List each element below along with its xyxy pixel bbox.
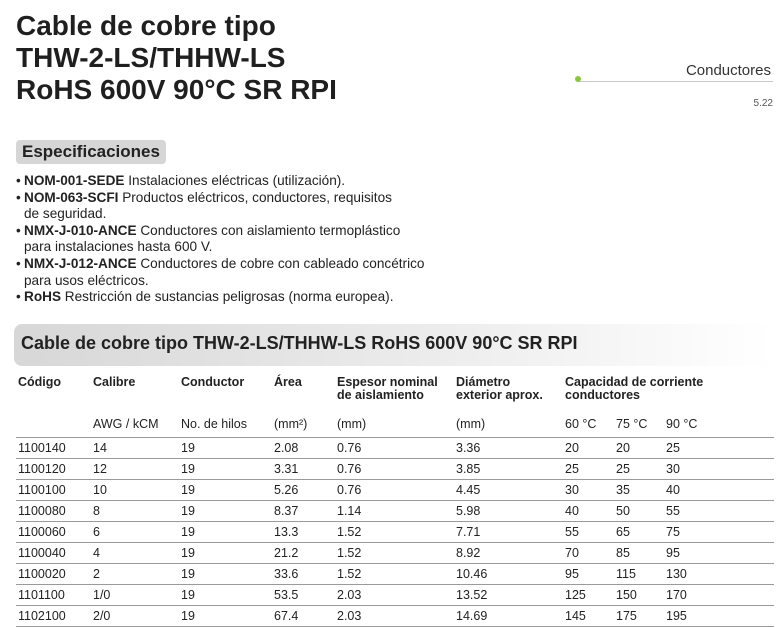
cell-75c: 20 (616, 441, 630, 455)
table-row (16, 500, 774, 521)
cell-90c: 95 (666, 546, 680, 560)
cell-diameter: 5.98 (456, 504, 481, 518)
cell-conductor: 19 (181, 525, 195, 539)
cell-insulation: 1.52 (337, 546, 362, 560)
unit-insulation: (mm) (337, 417, 367, 431)
spec-text: Instalaciones eléctricas (utilización). (128, 173, 346, 188)
unit-conductor: No. de hilos (181, 417, 248, 431)
cell-code: 1100020 (18, 567, 66, 581)
cell-60c: 145 (565, 609, 586, 623)
cell-area: 8.37 (274, 504, 299, 518)
cell-insulation: 1.52 (337, 567, 362, 581)
cell-75c: 25 (616, 462, 630, 476)
cell-gauge: 10 (93, 483, 107, 497)
cell-conductor: 19 (181, 483, 195, 497)
cell-60c: 40 (565, 504, 579, 518)
table-row (16, 437, 774, 458)
table-body (16, 437, 774, 626)
table-row (16, 542, 774, 563)
spec-item: • RoHS Restricción de sustancias peligrosas (norma europea). (16, 289, 394, 305)
cell-conductor: 19 (181, 462, 195, 476)
page-title (16, 10, 337, 106)
unit-area: (mm²) (274, 417, 308, 431)
table-row (16, 458, 774, 479)
cell-90c: 130 (666, 567, 687, 581)
cell-gauge: 4 (93, 546, 100, 560)
section-divider (578, 81, 773, 82)
title-line: Cable de cobre tipo (16, 10, 276, 41)
column-header-outer-diameter: Diámetro exterior aprox. (456, 375, 543, 402)
cell-60c: 30 (565, 483, 579, 497)
cell-conductor: 19 (181, 504, 195, 518)
title-line: RoHS 600V 90°C SR RPI (16, 74, 337, 105)
page-number: 5.22 (753, 98, 773, 109)
cell-90c: 30 (666, 462, 680, 476)
cell-90c: 195 (666, 609, 687, 623)
cell-area: 13.3 (274, 525, 299, 539)
cell-90c: 55 (666, 504, 680, 518)
cell-conductor: 19 (181, 546, 195, 560)
cell-75c: 85 (616, 546, 630, 560)
spec-text-continued: para usos eléctricos. (24, 272, 149, 288)
cell-code: 1100140 (18, 441, 66, 455)
spec-code: NMX-J-012-ANCE (24, 255, 137, 271)
specifications-list (16, 173, 506, 306)
cell-90c: 170 (666, 588, 687, 602)
cell-gauge: 6 (93, 525, 100, 539)
cell-insulation: 0.76 (337, 441, 362, 455)
cell-60c: 55 (565, 525, 579, 539)
cell-60c: 95 (565, 567, 579, 581)
cell-area: 3.31 (274, 462, 299, 476)
table-units-row (16, 413, 774, 437)
cell-insulation: 2.03 (337, 609, 362, 623)
cell-diameter: 8.92 (456, 546, 481, 560)
column-header-conductor: Conductor (181, 375, 245, 389)
cell-90c: 40 (666, 483, 680, 497)
cell-code: 1100060 (18, 525, 66, 539)
table-header-row (16, 376, 774, 406)
specifications-heading: Especificaciones (16, 140, 166, 164)
table-row (16, 563, 774, 584)
spec-code: NOM-001-SEDE (24, 173, 125, 188)
cell-area: 53.5 (274, 588, 299, 602)
cell-60c: 20 (565, 441, 579, 455)
unit-60c: 60 °C (565, 417, 597, 431)
spec-code: RoHS (24, 289, 62, 305)
cell-code: 1100040 (18, 546, 66, 560)
cell-gauge: 2/0 (93, 609, 111, 623)
cell-diameter: 7.71 (456, 525, 481, 539)
column-header-insulation-thickness: Espesor nominal de aislamiento (337, 375, 438, 402)
cell-75c: 175 (616, 609, 637, 623)
specifications-table (16, 376, 774, 627)
cell-code: 1100120 (18, 462, 66, 476)
cell-code: 1100080 (18, 504, 66, 518)
column-header-area: Área (274, 375, 302, 389)
column-header-gauge: Calibre (93, 375, 136, 389)
cell-gauge: 8 (93, 504, 100, 518)
cell-60c: 25 (565, 462, 579, 476)
table-row (16, 584, 774, 605)
cell-conductor: 19 (181, 441, 195, 455)
section-accent-mark (575, 76, 581, 82)
cell-60c: 125 (565, 588, 586, 602)
spec-code: NOM-063-SCFI (24, 189, 119, 205)
spec-text-continued: de seguridad. (24, 206, 107, 222)
section-name: Conductores (685, 62, 771, 79)
cell-code: 1101100 (18, 588, 65, 602)
unit-diameter: (mm) (456, 417, 486, 431)
cell-conductor: 19 (181, 567, 195, 581)
table-row (16, 605, 774, 626)
cell-code: 1102100 (18, 609, 66, 623)
cell-area: 33.6 (274, 567, 299, 581)
cell-gauge: 12 (93, 462, 107, 476)
cell-conductor: 19 (181, 588, 195, 602)
spec-text: Restricción de sustancias peligrosas (norma europea). (64, 289, 394, 305)
spec-text: Productos eléctricos, conductores, requisitos (122, 189, 392, 205)
spec-item: • NMX-J-010-ANCE Conductores con aislamiento termoplástico para instalaciones hasta 600 V. (16, 223, 506, 256)
unit-75c: 75 °C (616, 417, 648, 431)
cell-diameter: 4.45 (456, 483, 481, 497)
spec-item: • NMX-J-012-ANCE Conductores de cobre con cableado concétrico para usos eléctricos. (16, 256, 506, 289)
column-header-code: Código (18, 375, 62, 389)
cell-90c: 75 (666, 525, 680, 539)
cell-area: 21.2 (274, 546, 299, 560)
cell-area: 5.26 (274, 483, 299, 497)
spec-text: Conductores de cobre con cableado concétrico (140, 255, 425, 271)
cell-conductor: 19 (181, 609, 195, 623)
cell-insulation: 0.76 (337, 483, 362, 497)
cell-75c: 50 (616, 504, 630, 518)
cell-insulation: 0.76 (337, 462, 362, 476)
cell-60c: 70 (565, 546, 579, 560)
cell-code: 1100100 (18, 483, 66, 497)
cell-diameter: 3.36 (456, 441, 481, 455)
spec-text-continued: para instalaciones hasta 600 V. (24, 239, 213, 255)
cell-75c: 65 (616, 525, 630, 539)
cell-diameter: 13.52 (456, 588, 488, 602)
cell-75c: 115 (616, 567, 636, 581)
table-title: Cable de cobre tipo THW-2-LS/THHW-LS RoHS 600V 90°C SR RPI (21, 333, 578, 353)
cell-diameter: 3.85 (456, 462, 481, 476)
spec-item: • NOM-001-SEDE Instalaciones eléctricas (utilización). (16, 173, 346, 188)
spec-code: NMX-J-010-ANCE (24, 222, 137, 238)
unit-gauge: AWG / kCM (93, 417, 159, 431)
cell-diameter: 14.69 (456, 609, 488, 623)
column-header-current-capacity: Capacidad de corriente conductores (565, 375, 704, 402)
cell-insulation: 1.14 (337, 504, 362, 518)
cell-gauge: 1/0 (93, 588, 111, 602)
cell-75c: 150 (616, 588, 637, 602)
unit-90c: 90 °C (666, 417, 698, 431)
cell-90c: 25 (666, 441, 680, 455)
cell-insulation: 2.03 (337, 588, 362, 602)
cell-area: 2.08 (274, 441, 299, 455)
cell-insulation: 1.52 (337, 525, 362, 539)
cell-gauge: 2 (93, 567, 100, 581)
title-line: THW-2-LS/THHW-LS (16, 42, 286, 73)
table-row (16, 479, 774, 500)
table-row (16, 521, 774, 542)
cell-gauge: 14 (93, 441, 107, 455)
cell-area: 67.4 (274, 609, 299, 623)
spec-item: • NOM-063-SCFI Productos eléctricos, conductores, requisitos de seguridad. (16, 190, 506, 223)
cell-75c: 35 (616, 483, 630, 497)
spec-text: Conductores con aislamiento termoplástico (140, 222, 401, 238)
cell-diameter: 10.46 (456, 567, 488, 581)
